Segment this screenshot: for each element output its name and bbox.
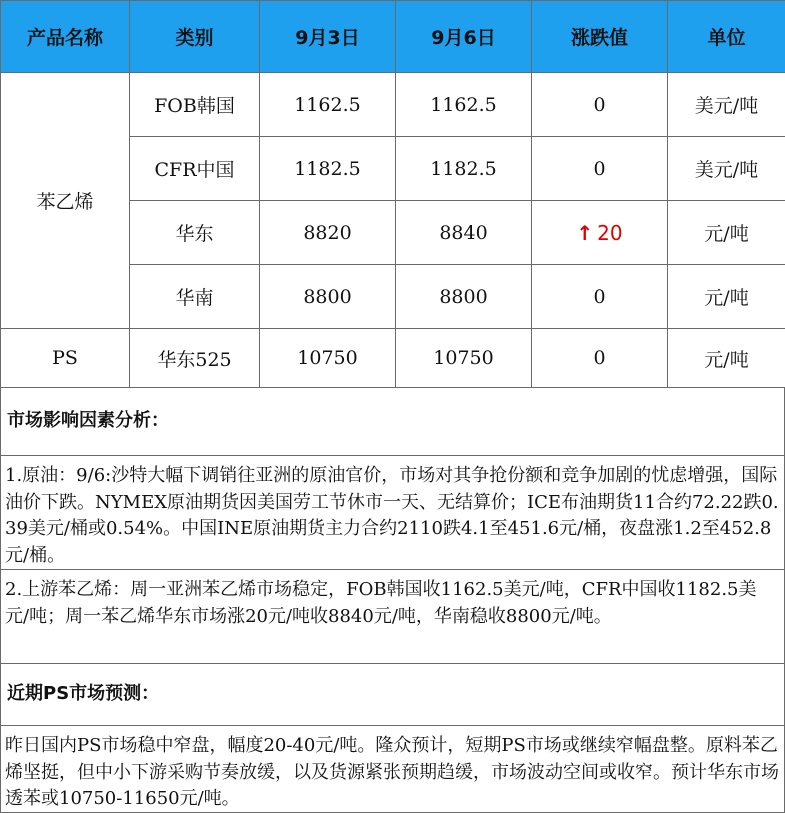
cell-category: CFR中国: [130, 137, 260, 201]
header-category: 类别: [130, 1, 260, 73]
group-ps: PS: [1, 329, 130, 388]
cell-sep6: 10750: [396, 329, 532, 388]
cell-change: 0: [532, 73, 668, 137]
analysis-paragraph: 1.原油：9/6:沙特大幅下调销往亚洲的原油官价，市场对其争抢份额和竞争加剧的忧虑增强，国际油价下跌。NYMEX原油期货因美国劳工节休市一天、无结算价；ICE布油期货11合约72.22跌0.39美元/桶或0.54%。中国INE原油期货主力合约2110跌4.1至451.6元/桶，夜盘涨1.2至452.8元/桶。: [5, 465, 779, 566]
cell-category: FOB韩国: [130, 73, 260, 137]
cell-unit: 元/吨: [668, 201, 785, 265]
cell-change: 0: [532, 265, 668, 329]
cell-category: 华东525: [130, 329, 260, 388]
header-change: 涨跌值: [532, 1, 668, 73]
table-header-row: [1, 1, 785, 73]
cell-category: 华南: [130, 265, 260, 329]
forecast-title: 近期PS市场预测：: [0, 664, 785, 726]
cell-sep3: 8800: [260, 265, 396, 329]
cell-change: 0: [532, 329, 668, 388]
cell-sep6: 1182.5: [396, 137, 532, 201]
forecast-paragraph: 昨日国内PS市场稳中窄盘，幅度20-40元/吨。隆众预计，短期PS市场或继续窄幅盘整。原料苯乙烯坚挺，但中小下游采购节奏放缓，以及货源紧张预期趋缓，市场波动空间或收窄。预计华东市场透苯或10750-11650元/吨。: [5, 735, 779, 809]
analysis-paragraph: 2.上游苯乙烯：周一亚洲苯乙烯市场稳定，FOB韩国收1162.5美元/吨，CFR中国收1182.5美元/吨；周一苯乙烯华东市场涨20元/吨收8840元/吨，华南稳收8800元/吨。: [5, 579, 757, 627]
cell-unit: 元/吨: [668, 329, 785, 388]
cell-sep3: 8820: [260, 201, 396, 265]
table-row: [1, 329, 785, 388]
forecast-body: [0, 726, 785, 813]
change-value: 20: [597, 220, 623, 245]
header-product: 产品名称: [1, 1, 130, 73]
analysis-title: 市场影响因素分析：: [0, 388, 785, 456]
arrow-up-icon: ↑: [576, 220, 594, 245]
cell-change: 0: [532, 137, 668, 201]
header-sep6: 9月6日: [396, 1, 532, 73]
cell-sep3: 1162.5: [260, 73, 396, 137]
cell-change-up: [532, 201, 668, 265]
cell-sep3: 10750: [260, 329, 396, 388]
cell-category: 华东: [130, 201, 260, 265]
header-unit: 单位: [668, 1, 785, 73]
analysis-item-oil: [0, 456, 785, 570]
cell-unit: 美元/吨: [668, 73, 785, 137]
cell-unit: 美元/吨: [668, 137, 785, 201]
cell-sep6: 8800: [396, 265, 532, 329]
cell-sep6: 8840: [396, 201, 532, 265]
analysis-item-styrene: [0, 570, 785, 664]
cell-sep6: 1162.5: [396, 73, 532, 137]
cell-sep3: 1182.5: [260, 137, 396, 201]
cell-unit: 元/吨: [668, 265, 785, 329]
table-row: [1, 73, 785, 137]
header-sep3: 9月3日: [260, 1, 396, 73]
group-styrene: 苯乙烯: [1, 73, 130, 329]
price-table: [0, 0, 785, 388]
